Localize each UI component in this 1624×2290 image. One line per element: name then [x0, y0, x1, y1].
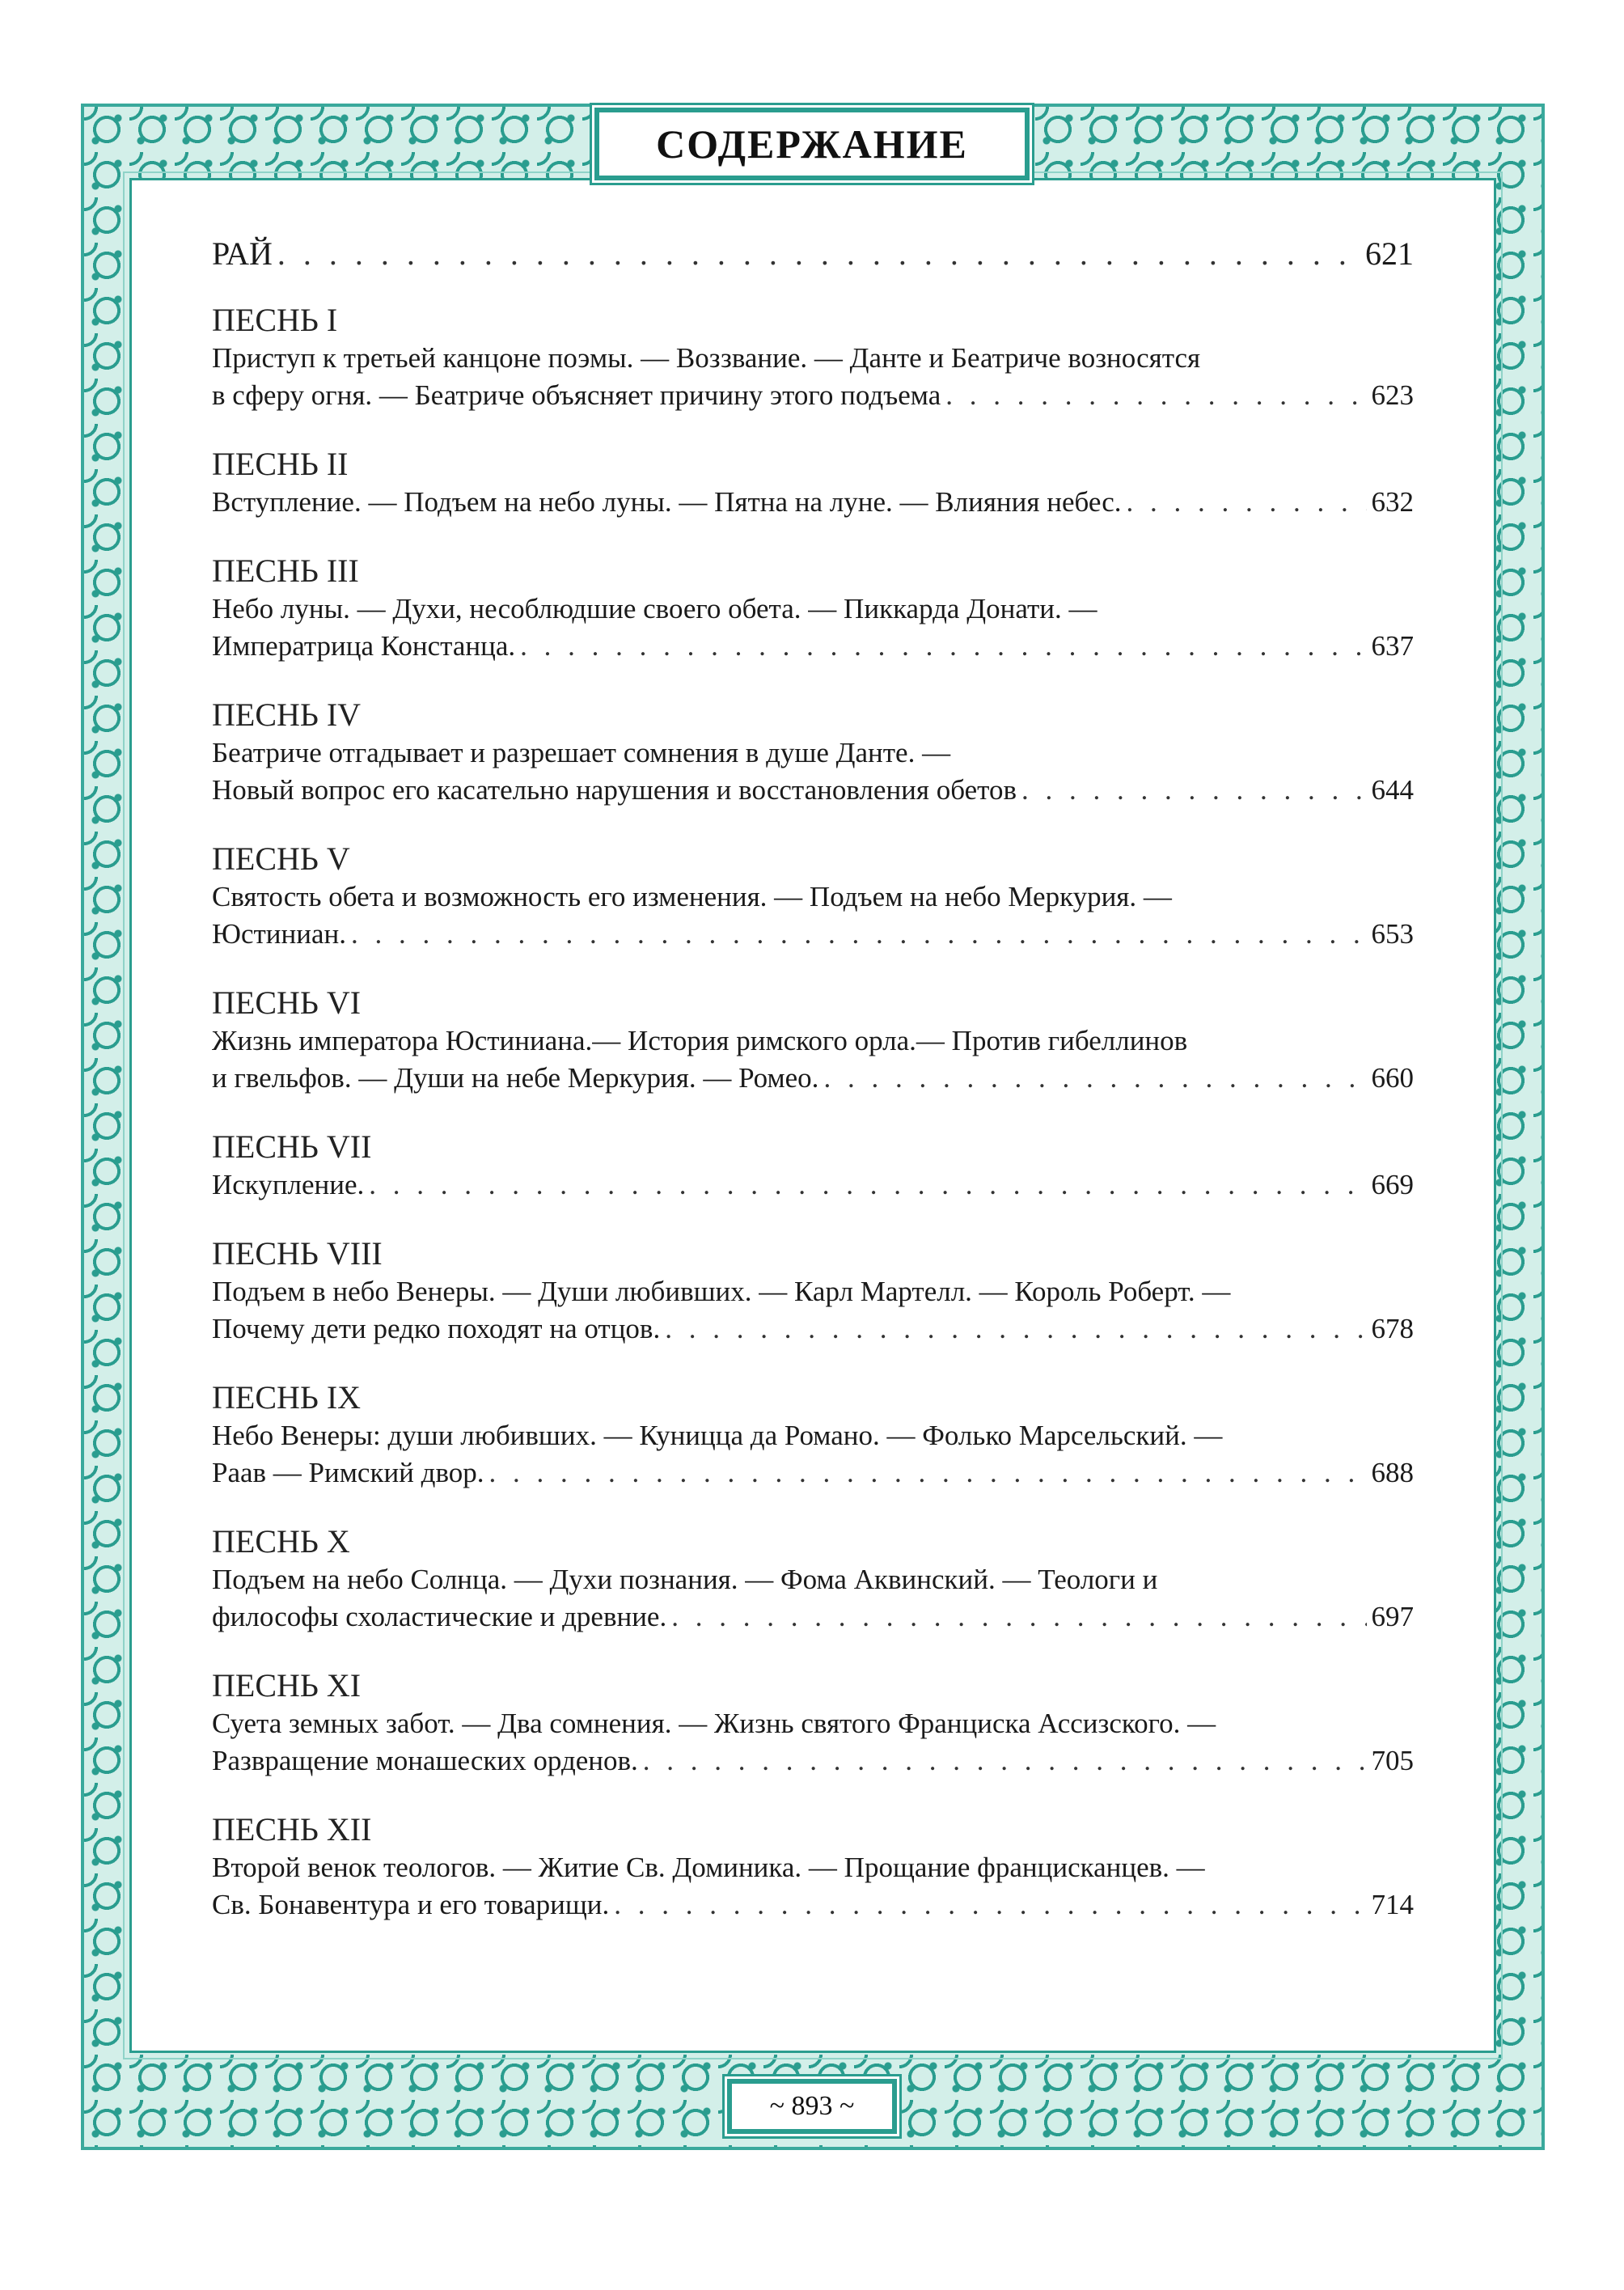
canto-summary-line: Приступ к третьей канцоне поэмы. — Воззвание. — Данте и Беатриче возносятся	[212, 342, 1201, 374]
toc-entry	[212, 840, 1414, 953]
toc-line	[212, 1742, 1414, 1780]
canto-summary-line: Второй венок теологов. — Житие Св. Доминика. — Прощание францисканцев. —	[212, 1852, 1205, 1883]
page-ref: 644	[1371, 774, 1414, 806]
canto-summary-last-line: Раав — Римский двор.	[212, 1457, 484, 1488]
canto-summary-last-line: Почему дети редко походят на отцов.	[212, 1313, 661, 1344]
page-ref: 653	[1371, 918, 1414, 950]
toc-entry	[212, 1810, 1414, 1924]
canto-summary-last-line: Новый вопрос его касательно нарушения и восстановления обетов	[212, 774, 1017, 806]
leader-dots	[671, 1598, 1366, 1636]
canto-summary-line: Беатриче отгадывает и разрешает сомнения в душе Данте. —	[212, 737, 951, 768]
toc-line	[212, 377, 1414, 414]
page-ref: 623	[1371, 379, 1414, 411]
toc-entry	[212, 696, 1414, 809]
page-ref: 678	[1371, 1313, 1414, 1344]
canto-summary-last-line: Св. Бонавентура и его товарищи.	[212, 1889, 610, 1920]
canto-heading: ПЕСНЬ XI	[212, 1667, 362, 1704]
toc-line	[212, 628, 1414, 665]
leader-dots	[277, 235, 1360, 273]
leader-dots	[489, 1454, 1367, 1492]
page-number: ~ 893 ~	[769, 2091, 855, 2121]
leader-dots	[1021, 772, 1367, 809]
title-plaque	[597, 110, 1027, 178]
toc-entry	[212, 552, 1414, 665]
toc-line	[212, 1166, 1414, 1204]
toc-line	[212, 916, 1414, 953]
toc-line	[212, 1310, 1414, 1348]
leader-dots	[643, 1742, 1367, 1780]
page-ref: 621	[1365, 235, 1414, 272]
leader-dots	[520, 628, 1366, 665]
page-ref: 714	[1371, 1889, 1414, 1920]
canto-heading: ПЕСНЬ II	[212, 446, 349, 482]
leader-dots	[1127, 484, 1367, 521]
canto-summary-line: Небо луны. — Духи, несоблюдшие своего обета. — Пиккарда Донати. —	[212, 593, 1097, 624]
table-of-contents	[212, 235, 1414, 1954]
page-number-plaque	[730, 2081, 894, 2131]
toc-line	[212, 235, 1414, 273]
canto-summary-last-line: философы схоластические и древние.	[212, 1601, 667, 1632]
canto-list	[212, 301, 1414, 1924]
canto-summary-line: Жизнь императора Юстиниана.— История римского орла.— Против гибеллинов	[212, 1025, 1188, 1056]
toc-line	[212, 1598, 1414, 1636]
canto-summary-last-line: Императрица Констанца.	[212, 630, 516, 662]
canto-heading: ПЕСНЬ VI	[212, 984, 362, 1021]
canto-summary-line: Небо Венеры: души любивших. — Куницца да Романо. — Фолько Марсельский. —	[212, 1420, 1223, 1451]
toc-line	[212, 484, 1414, 521]
toc-entry	[212, 445, 1414, 521]
page-ref: 697	[1371, 1601, 1414, 1632]
canto-summary-last-line: Развращение монашеских орденов.	[212, 1745, 638, 1776]
toc-line	[212, 1454, 1414, 1492]
toc-entry	[212, 1234, 1414, 1348]
page-title: СОДЕРЖАНИЕ	[656, 121, 968, 167]
page-ref: 637	[1371, 630, 1414, 662]
canto-summary-last-line: Вступление. — Подъем на небо луны. — Пятна на луне. — Влияния небес.	[212, 486, 1122, 518]
leader-dots	[945, 377, 1366, 414]
page-ref: 632	[1371, 486, 1414, 518]
toc-line	[212, 772, 1414, 809]
canto-summary-line: Подъем на небо Солнца. — Духи познания. — Фома Аквинский. — Теологи и	[212, 1564, 1158, 1595]
leader-dots	[614, 1886, 1366, 1924]
toc-entry	[212, 1128, 1414, 1204]
canto-summary-line: Подъем в небо Венеры. — Души любивших. — Карл Мартелл. — Король Роберт. —	[212, 1276, 1231, 1307]
leader-dots	[823, 1060, 1366, 1097]
canto-heading: ПЕСНЬ V	[212, 840, 350, 877]
canto-summary-last-line: Искупление.	[212, 1169, 365, 1200]
page-ref: 669	[1371, 1169, 1414, 1200]
canto-summary-last-line: Юстиниан.	[212, 918, 347, 950]
canto-summary-line: Святость обета и возможность его изменения. — Подъем на небо Меркурия. —	[212, 881, 1172, 912]
page-ref: 688	[1371, 1457, 1414, 1488]
toc-line	[212, 1060, 1414, 1097]
canto-heading: ПЕСНЬ III	[212, 552, 359, 589]
toc-entry	[212, 984, 1414, 1097]
leader-dots	[665, 1310, 1366, 1348]
toc-line	[212, 1886, 1414, 1924]
leader-dots	[351, 916, 1366, 953]
canto-heading: ПЕСНЬ I	[212, 302, 338, 338]
canto-heading: ПЕСНЬ VII	[212, 1128, 372, 1165]
canto-heading: ПЕСНЬ X	[212, 1523, 350, 1560]
toc-entry	[212, 1522, 1414, 1636]
canto-heading: ПЕСНЬ IV	[212, 696, 362, 733]
toc-entry	[212, 1378, 1414, 1492]
canto-summary-last-line: в сферу огня. — Беатриче объясняет причину этого подъема	[212, 379, 941, 411]
leader-dots	[369, 1166, 1366, 1204]
toc-part-entry	[212, 235, 1414, 273]
part-label: РАЙ	[212, 235, 273, 272]
toc-entry	[212, 1666, 1414, 1780]
page-ref: 660	[1371, 1062, 1414, 1094]
canto-heading: ПЕСНЬ IX	[212, 1379, 362, 1416]
canto-heading: ПЕСНЬ VIII	[212, 1235, 383, 1272]
canto-summary-line: Суета земных забот. — Два сомнения. — Жизнь святого Франциска Ассизского. —	[212, 1708, 1216, 1739]
canto-summary-last-line: и гвельфов. — Души на небе Меркурия. — Ромео.	[212, 1062, 819, 1094]
page-ref: 705	[1371, 1745, 1414, 1776]
toc-entry	[212, 301, 1414, 414]
canto-heading: ПЕСНЬ XII	[212, 1811, 372, 1848]
